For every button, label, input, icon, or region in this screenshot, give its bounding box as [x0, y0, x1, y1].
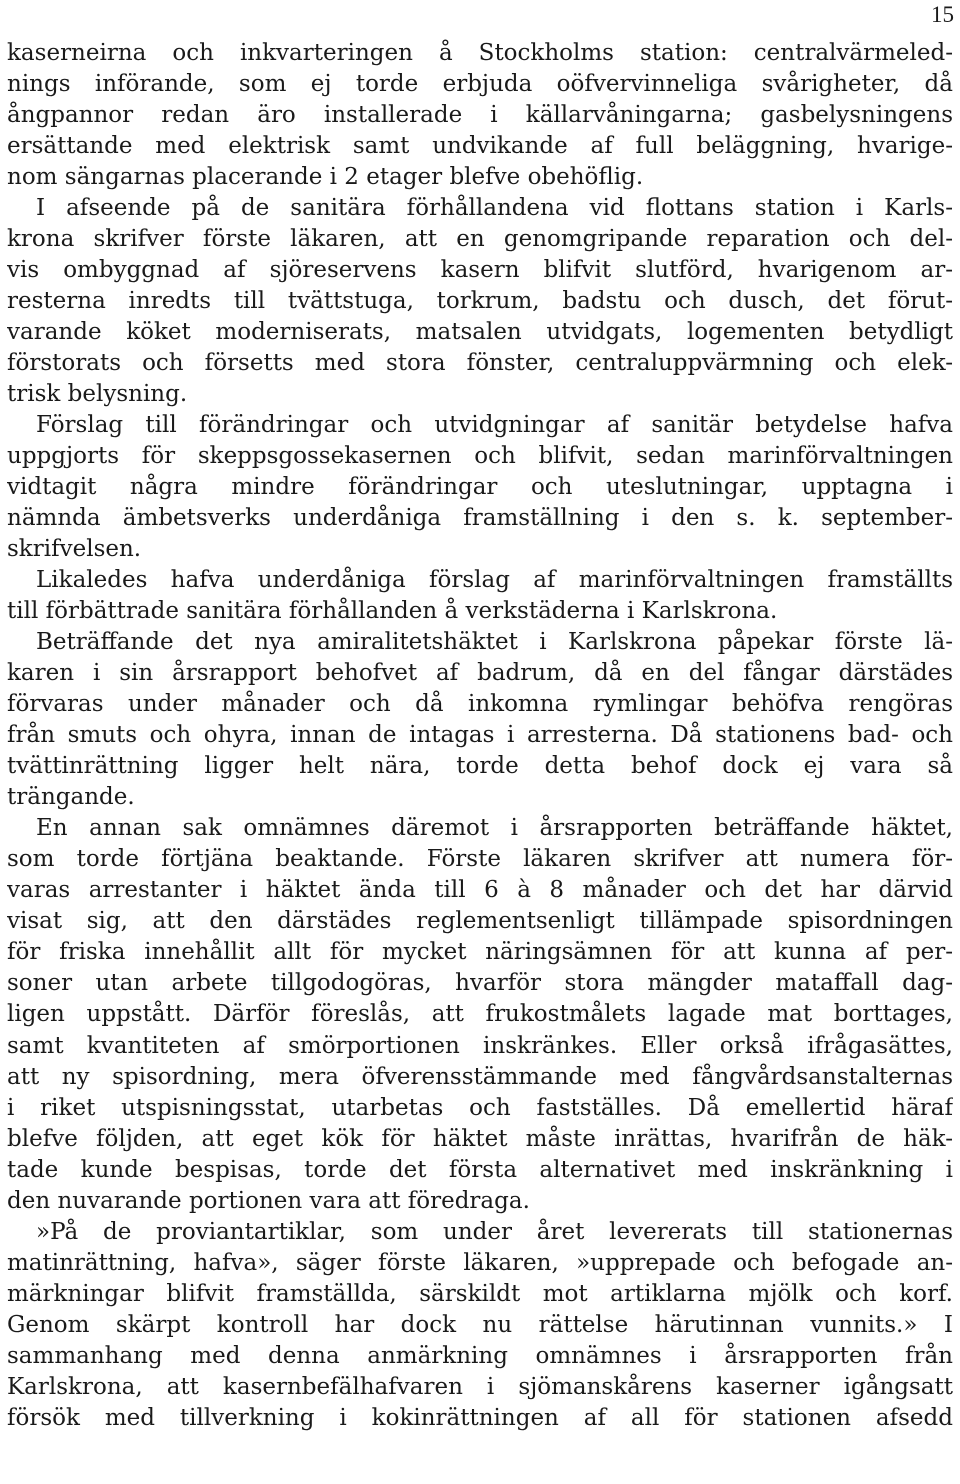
- text-line: soner utan arbete tillgodogöras, hvarför stora mängder mataffall dag-: [7, 970, 953, 997]
- text-line: visat sig, att den därstädes reglementsenligt tillämpade spisordningen: [7, 908, 953, 935]
- text-line: trisk belysning.: [7, 381, 188, 408]
- text-line: I afseende på de sanitära förhållandena vid flottans station i Karls-: [36, 195, 953, 222]
- text-line: matinrättning, hafva», säger förste läkaren, »upprepade och befogade an-: [7, 1249, 953, 1276]
- text-line: »På de proviantartiklar, som under året levererats till stationernas: [36, 1218, 953, 1245]
- text-line: som torde förtjäna beaktande. Förste läkaren skrifver att numera för-: [7, 846, 953, 873]
- text-line: ersättande med elektrisk samt undvikande af full beläggning, hvarige-: [7, 133, 953, 160]
- text-line: i riket utspisningsstat, utarbetas och fastställes. Då emellertid häraf: [7, 1094, 953, 1121]
- text-line: karen i sin årsrapport behofvet af badrum, då en del fångar därstädes: [7, 660, 953, 687]
- text-line: den nuvarande portionen vara att föredraga.: [7, 1187, 530, 1214]
- text-line: varas arrestanter i häktet ända till 6 à 8 månader och det har därvid: [7, 877, 953, 904]
- text-line: nämnda ämbetsverks underdåniga framställning i den s. k. september-: [7, 505, 953, 532]
- text-line: förvaras under månader och då inkomna rymlingar behöfva rengöras: [7, 691, 953, 718]
- text-line: ångpannor redan äro installerade i källarvåningarna; gasbelysningens: [7, 102, 953, 129]
- page-number: 15: [931, 2, 954, 27]
- text-line: för friska innehållit allt för mycket näringsämnen för att kunna af per-: [7, 939, 953, 966]
- text-line: förstorats och försetts med stora fönster, centraluppvärmning och elek-: [7, 350, 953, 377]
- text-line: krona skrifver förste läkaren, att en genomgripande reparation och del-: [7, 226, 953, 253]
- text-line: att ny spisordning, mera öfverensstämmande med fångvårdsanstalternas: [7, 1063, 953, 1090]
- text-line: Genom skärpt kontroll har dock nu rättelse härutinnan vunnits.» I: [7, 1311, 953, 1338]
- text-line: tvättinrättning ligger helt nära, torde detta behof dock ej vara så: [7, 753, 953, 780]
- text-line: sammanhang med denna anmärkning omnämnes i årsrapporten från: [7, 1342, 953, 1369]
- text-line: varande köket moderniserats, matsalen utvidgats, logementen betydligt: [7, 319, 953, 346]
- text-line: vidtagit några mindre förändringar och uteslutningar, upptagna i: [7, 474, 953, 501]
- text-line: trängande.: [7, 784, 135, 811]
- text-line: från smuts och ohyra, innan de intagas i arresterna. Då stationens bad- och: [7, 722, 953, 749]
- text-line: Likaledes hafva underdåniga förslag af marinförvaltningen framställts: [36, 567, 953, 594]
- text-line: En annan sak omnämnes däremot i årsrapporten beträffande häktet,: [36, 815, 953, 842]
- text-line: samt kvantiteten af smörportionen inskränkes. Eller orkså ifrågasättes,: [7, 1032, 953, 1059]
- text-line: ligen uppstått. Därför föreslås, att frukostmålets lagade mat borttages,: [7, 1001, 953, 1028]
- text-line: vis ombyggnad af sjöreservens kasern blifvit slutförd, hvarigenom ar-: [7, 257, 953, 284]
- text-line: skrifvelsen.: [7, 536, 142, 563]
- text-line: uppgjorts för skeppsgossekasernen och blifvit, sedan marinförvaltningen: [7, 443, 953, 470]
- body-text: [7, 38, 953, 1434]
- text-line: blefve följden, att eget kök för häktet måste inrättas, hvarifrån de häk-: [7, 1125, 953, 1152]
- text-line: Beträffande det nya amiralitetshäktet i Karlskrona påpekar förste lä-: [36, 629, 953, 656]
- text-line: Förslag till förändringar och utvidgningar af sanitär betydelse hafva: [36, 412, 953, 439]
- text-line: Karlskrona, att kasernbefälhafvaren i sjömanskårens kaserner igångsatt: [7, 1373, 953, 1400]
- text-line: nom sängarnas placerande i 2 etager blefve obehöflig.: [7, 164, 644, 191]
- text-line: kaserneirna och inkvarteringen å Stockholms station: centralvärmeled-: [7, 40, 953, 66]
- text-line: försök med tillverkning i kokinrättningen af all för stationen afsedd: [7, 1404, 953, 1431]
- text-line: tade kunde bespisas, torde det första alternativet med inskränkning i: [7, 1156, 953, 1183]
- text-line: märkningar blifvit framställda, särskildt mot artiklarna mjölk och korf.: [7, 1280, 953, 1307]
- text-line: till förbättrade sanitära förhållanden å verkstäderna i Karlskrona.: [7, 598, 778, 625]
- text-line: nings införande, som ej torde erbjuda oöfvervinneliga svårigheter, då: [7, 71, 953, 98]
- text-line: resterna inredts till tvättstuga, torkrum, badstu och dusch, det förut-: [7, 288, 953, 315]
